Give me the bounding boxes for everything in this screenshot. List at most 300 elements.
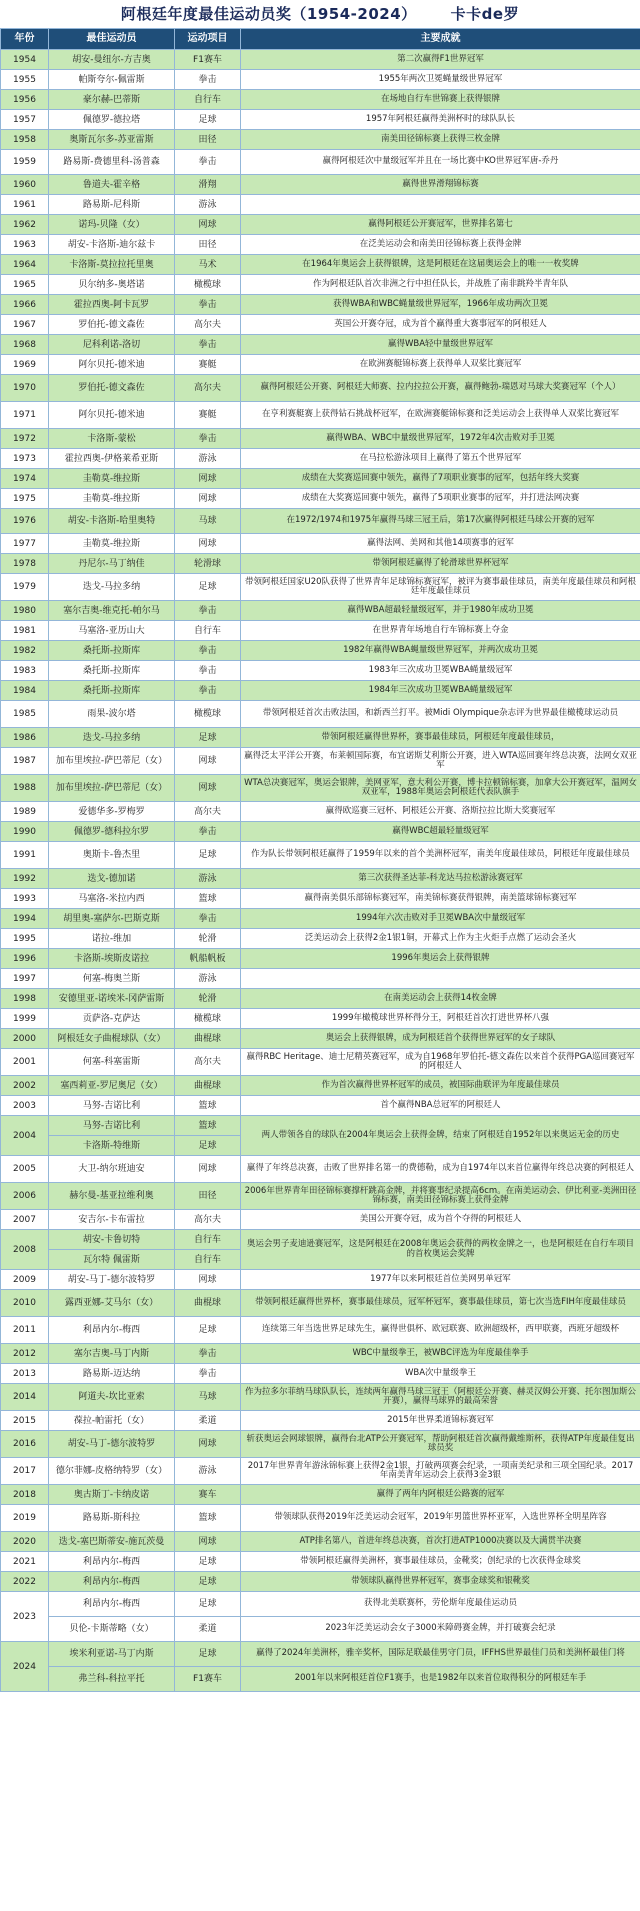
table-row [1, 775, 640, 802]
achievement-cell: 带领阿根廷国家U20队获得了世界青年足球锦标赛冠军，被评为赛事最佳球员，南美年度最佳球员和阿根廷年度最佳球员 [241, 574, 640, 601]
year-cell: 2008 [1, 1230, 49, 1270]
athlete-cell: 贝尔纳多-奥塔诺 [49, 275, 175, 295]
achievement-cell: 奥运会男子麦迪逊赛冠军，这是阿根廷在2008年奥运会获得的两枚金牌之一，也是阿根廷在自行车项目的首枚奥运会奖牌 [241, 1230, 640, 1270]
sport-cell: 自行车 [175, 621, 241, 641]
table-row [1, 889, 640, 909]
achievement-cell: 带领球队获得2019年泛美运动会冠军，2019年男篮世界杯亚军，入选世界杯全明星阵容 [241, 1505, 640, 1532]
sport-cell: 拳击 [175, 909, 241, 929]
sport-cell: 马球 [175, 509, 241, 534]
achievement-cell: 赢得WBA、WBC中量级世界冠军，1972年4次击败对手卫冕 [241, 429, 640, 449]
year-cell: 2003 [1, 1096, 49, 1116]
table-row [1, 1485, 640, 1505]
year-cell: 2022 [1, 1572, 49, 1592]
header-row [1, 29, 640, 50]
sport-cell: 足球 [175, 1572, 241, 1592]
athlete-cell: 利昂内尔-梅西 [49, 1592, 175, 1617]
achievement-cell: 获得北美联赛杯，劳伦斯年度最佳运动员 [241, 1592, 640, 1617]
athlete-cell: 卡洛斯-埃斯皮诺拉 [49, 949, 175, 969]
year-cell: 1959 [1, 150, 49, 175]
achievement-cell: 泛美运动会上获得2金1银1铜，开幕式上作为主火炬手点燃了运动会圣火 [241, 929, 640, 949]
achievement-cell: 2006年世界青年田径锦标赛撑杆跳高金牌，并将赛事纪录提高6cm。在南美运动会、伊比利亚-美洲田径锦标赛，南美田径锦标赛上获得金牌 [241, 1183, 640, 1210]
athlete-cell: 胡里奥-塞萨尔-巴斯克斯 [49, 909, 175, 929]
athlete-cell: 何塞-梅奥兰斯 [49, 969, 175, 989]
achievement-cell: 赢得WBA超最轻量级冠军，并于1980年成功卫冕 [241, 601, 640, 621]
year-cell: 2006 [1, 1183, 49, 1210]
sport-cell: 篮球 [175, 889, 241, 909]
year-cell: 2002 [1, 1076, 49, 1096]
athlete-cell: 卡洛斯-莫拉拉托里奥 [49, 255, 175, 275]
sport-cell: 网球 [175, 469, 241, 489]
achievement-cell: WBC中量级拳王，被WBC评选为年度最佳拳手 [241, 1344, 640, 1364]
table-row [1, 748, 640, 775]
athlete-cell: 奥斯卡-鲁杰里 [49, 842, 175, 869]
table-row [1, 355, 640, 375]
athlete-cell: 圭勒莫-维拉斯 [49, 534, 175, 554]
year-cell: 1972 [1, 429, 49, 449]
year-cell: 1994 [1, 909, 49, 929]
athlete-cell: 豪尔赫-巴蒂斯 [49, 90, 175, 110]
page-title [0, 0, 640, 28]
year-cell: 1971 [1, 402, 49, 429]
achievement-cell: 在世界青年场地自行车锦标赛上夺金 [241, 621, 640, 641]
sport-cell: 田径 [175, 130, 241, 150]
achievement-cell: 赢得世界滑翔锦标赛 [241, 175, 640, 195]
year-cell: 2024 [1, 1642, 49, 1692]
table-row [1, 842, 640, 869]
athlete-cell: 迭戈-德加诺 [49, 869, 175, 889]
table-row [1, 929, 640, 949]
athlete-cell: 安德里亚-诺埃米-冈萨雷斯 [49, 989, 175, 1009]
table-row [1, 402, 640, 429]
athlete-cell: 阿尔贝托-德米迪 [49, 402, 175, 429]
sport-cell: 游泳 [175, 1458, 241, 1485]
athlete-cell: 奥古斯丁-卡纳皮诺 [49, 1485, 175, 1505]
table-row [1, 1572, 640, 1592]
athlete-cell: 胡安-马丁-德尔波特罗 [49, 1270, 175, 1290]
table-row [1, 1344, 640, 1364]
table-row [1, 1270, 640, 1290]
sport-cell: 拳击 [175, 150, 241, 175]
table-row [1, 949, 640, 969]
sport-cell: 足球 [175, 1592, 241, 1617]
sport-cell: 自行车 [175, 1250, 241, 1270]
year-cell: 1964 [1, 255, 49, 275]
athlete-cell: 塞西莉亚-罗尼奥尼（女） [49, 1076, 175, 1096]
athlete-cell: 安吉尔-卡布雷拉 [49, 1210, 175, 1230]
achievement-cell [241, 969, 640, 989]
year-cell: 2005 [1, 1156, 49, 1183]
sport-cell: 马术 [175, 255, 241, 275]
achievement-cell: 赢得阿根廷公开赛、阿根廷大师赛、拉内拉拉公开赛，赢得鲍勃-瑞恩对马球大奖赛冠军（个人） [241, 375, 640, 402]
col-athlete-header: 最佳运动员 [49, 29, 175, 50]
achievement-cell: WTA总决赛冠军，奥运会银牌，美网亚军，意大利公开赛，博卡拉顿锦标赛，加拿大公开赛冠军，温网女双亚军，1988年奥运会阿根廷代表队旗手 [241, 775, 640, 802]
sport-cell: 自行车 [175, 1230, 241, 1250]
year-cell: 2017 [1, 1458, 49, 1485]
sport-cell: 网球 [175, 1532, 241, 1552]
table-row [1, 661, 640, 681]
table-row [1, 909, 640, 929]
table-row [1, 1210, 640, 1230]
athlete-cell: 加布里埃拉-萨巴蒂尼（女） [49, 748, 175, 775]
col-achievement-header: 主要成就 [241, 29, 640, 50]
year-cell: 1958 [1, 130, 49, 150]
table-row [1, 1617, 640, 1642]
year-cell: 1975 [1, 489, 49, 509]
sport-cell: 曲棍球 [175, 1076, 241, 1096]
year-cell: 1992 [1, 869, 49, 889]
year-cell: 1979 [1, 574, 49, 601]
sport-cell: 自行车 [175, 90, 241, 110]
year-cell: 1976 [1, 509, 49, 534]
year-cell: 1973 [1, 449, 49, 469]
sport-cell: 拳击 [175, 661, 241, 681]
awards-table [0, 28, 640, 1692]
table-row [1, 1116, 640, 1136]
athlete-cell: 马努-吉诺比利 [49, 1116, 175, 1136]
sport-cell: 赛艇 [175, 402, 241, 429]
year-cell: 2012 [1, 1344, 49, 1364]
table-body [1, 50, 640, 1692]
table-row [1, 1642, 640, 1667]
year-cell: 2014 [1, 1384, 49, 1411]
achievement-cell: 赢得阿根廷公开赛冠军，世界排名第七 [241, 215, 640, 235]
achievement-cell: 1957年阿根廷赢得美洲杯时的球队队长 [241, 110, 640, 130]
year-cell: 1995 [1, 929, 49, 949]
achievement-cell: 1955年两次卫冕蝇量级世界冠军 [241, 70, 640, 90]
year-cell: 1961 [1, 195, 49, 215]
athlete-cell: 桑托斯-拉斯库 [49, 681, 175, 701]
table-row [1, 255, 640, 275]
sport-cell: 田径 [175, 235, 241, 255]
athlete-cell: 加布里埃拉-萨巴蒂尼（女） [49, 775, 175, 802]
achievement-cell: 赢得泛太平洋公开赛，布莱顿国际赛，布宜诺斯艾利斯公开赛，进入WTA巡回赛年终总决赛，法网女双亚军 [241, 748, 640, 775]
athlete-cell: 路易斯-费德里科-汤普森 [49, 150, 175, 175]
sport-cell: 橄榄球 [175, 701, 241, 728]
sport-cell: 篮球 [175, 1505, 241, 1532]
achievement-cell: 成绩在大奖赛巡回赛中领先，赢得了7项职业赛事的冠军，包括年终大奖赛 [241, 469, 640, 489]
achievement-cell: 斩获奥运会网球银牌，赢得台北ATP公开赛冠军，帮助阿根廷首次赢得戴维斯杯，获得ATP年度最佳复出球员奖 [241, 1431, 640, 1458]
year-cell: 1986 [1, 728, 49, 748]
table-row [1, 275, 640, 295]
col-sport-header: 运动项目 [175, 29, 241, 50]
year-cell: 1985 [1, 701, 49, 728]
athlete-cell: 阿道夫-坎比亚索 [49, 1384, 175, 1411]
sport-cell: 马球 [175, 1384, 241, 1411]
athlete-cell: 阿尔贝托-德米迪 [49, 355, 175, 375]
sport-cell: 网球 [175, 775, 241, 802]
year-cell: 2016 [1, 1431, 49, 1458]
sport-cell: 篮球 [175, 1096, 241, 1116]
achievement-cell: 在南美运动会上获得14枚金牌 [241, 989, 640, 1009]
table-row [1, 70, 640, 90]
achievement-cell: 赢得RBC Heritage、迪士尼精英赛冠军，成为自1968年罗伯托-德文森佐以来首个获得PGA巡回赛冠军的阿根廷人 [241, 1049, 640, 1076]
sport-cell: 网球 [175, 489, 241, 509]
athlete-cell: 诺拉-维加 [49, 929, 175, 949]
year-cell: 2019 [1, 1505, 49, 1532]
athlete-cell: 胡安-卡洛斯-迪尔兹卡 [49, 235, 175, 255]
athlete-cell: 胡安-卡鲁切特 [49, 1230, 175, 1250]
athlete-cell: 爱德华多-罗梅罗 [49, 802, 175, 822]
year-cell: 1993 [1, 889, 49, 909]
year-cell: 2001 [1, 1049, 49, 1076]
achievement-cell: 2023年泛美运动会女子3000米障碍赛金牌，并打破赛会纪录 [241, 1617, 640, 1642]
table-row [1, 1290, 640, 1317]
athlete-cell: 大卫-纳尔班迪安 [49, 1156, 175, 1183]
achievement-cell: 成绩在大奖赛巡回赛中领先，赢得了5项职业赛事的冠军，并打进法网决赛 [241, 489, 640, 509]
achievement-cell: 第二次赢得F1世界冠军 [241, 50, 640, 70]
athlete-cell: 奥斯瓦尔多-苏亚雷斯 [49, 130, 175, 150]
sport-cell: 网球 [175, 1431, 241, 1458]
achievement-cell: 带领阿根廷赢得世界杯，赛事最佳球员，阿根廷年度最佳球员， [241, 728, 640, 748]
sport-cell: 网球 [175, 1270, 241, 1290]
year-cell: 1984 [1, 681, 49, 701]
athlete-cell: 雨果-波尔塔 [49, 701, 175, 728]
sport-cell: F1赛车 [175, 1667, 241, 1692]
sport-cell: 高尔夫 [175, 315, 241, 335]
sport-cell: 游泳 [175, 195, 241, 215]
year-cell: 2000 [1, 1029, 49, 1049]
achievement-cell: 在1964年奥运会上获得银牌，这是阿根廷在这届奥运会上的唯一一枚奖牌 [241, 255, 640, 275]
year-cell: 1970 [1, 375, 49, 402]
achievement-cell: 1983年三次成功卫冕WBA蝇量级冠军 [241, 661, 640, 681]
year-cell: 1983 [1, 661, 49, 681]
year-cell: 2007 [1, 1210, 49, 1230]
table-row [1, 90, 640, 110]
sport-cell: 足球 [175, 1552, 241, 1572]
athlete-cell: 迭戈-塞巴斯蒂安-施瓦茨曼 [49, 1532, 175, 1552]
sport-cell: 拳击 [175, 335, 241, 355]
sport-cell: 柔道 [175, 1617, 241, 1642]
table-row [1, 1364, 640, 1384]
table-row [1, 429, 640, 449]
table-row [1, 869, 640, 889]
sport-cell: 拳击 [175, 641, 241, 661]
sport-cell: 足球 [175, 1642, 241, 1667]
achievement-cell: 带领球队赢得世界杯冠军，赛事金球奖和银靴奖 [241, 1572, 640, 1592]
athlete-cell: 利昂内尔-梅西 [49, 1552, 175, 1572]
achievement-cell: 连续第三年当选世界足球先生，赢得世俱杯、欧冠联赛、欧洲超级杯，西甲联赛，西班牙超级杯 [241, 1317, 640, 1344]
achievement-cell: 南美田径锦标赛上获得三枚金牌 [241, 130, 640, 150]
athlete-cell: 桑托斯-拉斯库 [49, 641, 175, 661]
athlete-cell: 何塞-科塞雷斯 [49, 1049, 175, 1076]
table-row [1, 554, 640, 574]
sport-cell: 曲棍球 [175, 1029, 241, 1049]
sport-cell: 网球 [175, 534, 241, 554]
year-cell: 1997 [1, 969, 49, 989]
achievement-cell: 赢得了2024年美洲杯，雅辛奖杯，国际足联最佳男守门员，IFFHS世界最佳门员和美洲杯最佳门将 [241, 1642, 640, 1667]
table-row [1, 375, 640, 402]
athlete-cell: 罗伯托-德文森佐 [49, 375, 175, 402]
sport-cell: 网球 [175, 215, 241, 235]
sport-cell: 橄榄球 [175, 1009, 241, 1029]
table-row [1, 1532, 640, 1552]
sport-cell: 高尔夫 [175, 1049, 241, 1076]
table-row [1, 335, 640, 355]
year-cell: 1978 [1, 554, 49, 574]
table-row [1, 315, 640, 335]
athlete-cell: 卡洛斯-特维斯 [49, 1136, 175, 1156]
year-cell: 2011 [1, 1317, 49, 1344]
year-cell: 1988 [1, 775, 49, 802]
table-row [1, 150, 640, 175]
sport-cell: 拳击 [175, 681, 241, 701]
sport-cell: 拳击 [175, 601, 241, 621]
athlete-cell: 贡萨洛-克萨达 [49, 1009, 175, 1029]
table-row [1, 1049, 640, 1076]
achievement-cell: 获得WBA和WBC蝇量级世界冠军，1966年成功两次卫冕 [241, 295, 640, 315]
sport-cell: 足球 [175, 728, 241, 748]
sport-cell: 游泳 [175, 869, 241, 889]
table-row [1, 175, 640, 195]
year-cell: 2021 [1, 1552, 49, 1572]
achievement-cell: 赢得了两年内阿根廷公路赛的冠军 [241, 1485, 640, 1505]
sport-cell: 拳击 [175, 295, 241, 315]
table-row [1, 1552, 640, 1572]
table-row [1, 601, 640, 621]
sport-cell: 游泳 [175, 969, 241, 989]
sport-cell: 赛车 [175, 1485, 241, 1505]
achievement-cell: 赢得法网、美网和其他14项赛事的冠军 [241, 534, 640, 554]
achievement-cell: 赢得WBC超最轻量级冠军 [241, 822, 640, 842]
table-row [1, 969, 640, 989]
achievement-cell: 赢得了年终总决赛，击败了世界排名第一的费德勒，成为自1974年以来首位赢得年终总决赛的阿根廷人 [241, 1156, 640, 1183]
athlete-cell: 胡安-曼纽尔-方吉奥 [49, 50, 175, 70]
achievement-cell: 赢得阿根廷次中量级冠军并且在一场比赛中KO世界冠军唐-乔丹 [241, 150, 640, 175]
col-year-header: 年份 [1, 29, 49, 50]
achievement-cell: 在泛美运动会和南美田径锦标赛上获得金牌 [241, 235, 640, 255]
sport-cell: 网球 [175, 1156, 241, 1183]
achievement-cell: 奥运会上获得银牌，成为阿根廷首个获得世界冠军的女子球队 [241, 1029, 640, 1049]
athlete-cell: 德尔菲娜-皮格纳特罗（女） [49, 1458, 175, 1485]
year-cell: 1990 [1, 822, 49, 842]
athlete-cell: 阿根廷女子曲棍球队（女） [49, 1029, 175, 1049]
sport-cell: 拳击 [175, 429, 241, 449]
athlete-cell: 胡安-卡洛斯-哈里奥特 [49, 509, 175, 534]
table-row [1, 295, 640, 315]
achievement-cell: 作为拉多尔菲纳马球队队长，连续两年赢得马球三冠王（阿根廷公开赛、赫灵汉姆公开赛、托尔图加斯公开赛），赢得马球界的最高荣誉 [241, 1384, 640, 1411]
table-row [1, 728, 640, 748]
athlete-cell: 霍拉西奥-阿卡瓦罗 [49, 295, 175, 315]
athlete-cell: 迭戈-马拉多纳 [49, 574, 175, 601]
athlete-cell: 霍拉西奥-伊格莱希亚斯 [49, 449, 175, 469]
athlete-cell: 卡洛斯-蒙松 [49, 429, 175, 449]
year-cell: 1987 [1, 748, 49, 775]
athlete-cell: 路易斯-斯科拉 [49, 1505, 175, 1532]
athlete-cell: 利昂内尔-梅西 [49, 1572, 175, 1592]
year-cell: 2020 [1, 1532, 49, 1552]
sport-cell: 高尔夫 [175, 375, 241, 402]
achievement-cell: 作为阿根廷队首次非洲之行中担任队长，并战胜了南非跳羚半青年队 [241, 275, 640, 295]
achievement-cell: 1977年以来阿根廷首位美网男单冠军 [241, 1270, 640, 1290]
sport-cell: 轮滑 [175, 989, 241, 1009]
sport-cell: 拳击 [175, 822, 241, 842]
achievement-cell: 在欧洲赛艇锦标赛上获得单人双桨比赛冠军 [241, 355, 640, 375]
achievement-cell: 2001年以来阿根廷首位F1赛手，也是1982年以来首位取得积分的阿根廷车手 [241, 1667, 640, 1692]
table-row [1, 1317, 640, 1344]
sport-cell: 滑翔 [175, 175, 241, 195]
table-row [1, 1384, 640, 1411]
year-cell: 1977 [1, 534, 49, 554]
sport-cell: 田径 [175, 1183, 241, 1210]
athlete-cell: 赫尔曼-基亚拉维利奥 [49, 1183, 175, 1210]
table-row [1, 195, 640, 215]
table-row [1, 701, 640, 728]
table-row [1, 215, 640, 235]
table-row [1, 1076, 640, 1096]
table-row [1, 1431, 640, 1458]
sport-cell: 拳击 [175, 1344, 241, 1364]
achievement-cell: 带领阿根廷赢得世界杯，赛事最佳球员，冠军杯冠军，赛事最佳球员，第七次当选FIH年度最佳球员 [241, 1290, 640, 1317]
table-row [1, 1183, 640, 1210]
year-cell: 1956 [1, 90, 49, 110]
year-cell: 1955 [1, 70, 49, 90]
achievement-cell: 2015年世界柔道锦标赛冠军 [241, 1411, 640, 1431]
year-cell: 1966 [1, 295, 49, 315]
athlete-cell: 桑托斯-拉斯库 [49, 661, 175, 681]
athlete-cell: 利昂内尔-梅西 [49, 1317, 175, 1344]
sport-cell: 足球 [175, 842, 241, 869]
athlete-cell: 塞尔吉奥-马丁内斯 [49, 1344, 175, 1364]
athlete-cell: 弗兰科-科拉平托 [49, 1667, 175, 1692]
year-cell: 1981 [1, 621, 49, 641]
table-row [1, 1411, 640, 1431]
table-row [1, 1009, 640, 1029]
table-row [1, 574, 640, 601]
year-cell: 1998 [1, 989, 49, 1009]
table-row [1, 621, 640, 641]
athlete-cell: 罗伯托-德文森佐 [49, 315, 175, 335]
sport-cell: 轮滑 [175, 929, 241, 949]
sport-cell: 赛艇 [175, 355, 241, 375]
achievement-cell: WBA次中量级拳王 [241, 1364, 640, 1384]
athlete-cell: 圭勒莫-维拉斯 [49, 489, 175, 509]
table-row [1, 989, 640, 1009]
year-cell: 2013 [1, 1364, 49, 1384]
sport-cell: 高尔夫 [175, 802, 241, 822]
achievement-cell: 在马拉松游泳项目上赢得了第五个世界冠军 [241, 449, 640, 469]
athlete-cell: 丹尼尔-马丁纳佳 [49, 554, 175, 574]
year-cell: 1991 [1, 842, 49, 869]
sport-cell: F1赛车 [175, 50, 241, 70]
sport-cell: 足球 [175, 1136, 241, 1156]
achievement-cell: 赢得欧巡赛三冠杯、阿根廷公开赛、洛斯拉拉比斯大奖赛冠军 [241, 802, 640, 822]
year-cell: 2010 [1, 1290, 49, 1317]
sport-cell: 网球 [175, 748, 241, 775]
year-cell: 1957 [1, 110, 49, 130]
achievement-cell: 1982年赢得WBA蝇量级世界冠军，并两次成功卫冕 [241, 641, 640, 661]
achievement-cell: 1999年橄榄球世界杯得分王，阿根廷首次打进世界杯八强 [241, 1009, 640, 1029]
year-cell: 1996 [1, 949, 49, 969]
athlete-cell: 胡安-马丁-德尔波特罗 [49, 1431, 175, 1458]
table-row [1, 509, 640, 534]
year-cell: 2015 [1, 1411, 49, 1431]
table-row [1, 110, 640, 130]
achievement-cell: 带领阿根廷赢得了轮滑球世界杯冠军 [241, 554, 640, 574]
year-cell: 1974 [1, 469, 49, 489]
athlete-cell: 塞尔吉奥-维克托-帕尔马 [49, 601, 175, 621]
achievement-cell: 英国公开赛夺冠，成为首个赢得重大赛事冠军的阿根廷人 [241, 315, 640, 335]
achievement-cell: 作为首次赢得世界杯冠军的成员，被国际曲联评为年度最佳球员 [241, 1076, 640, 1096]
athlete-cell: 贝伦-卡斯蒂略（女） [49, 1617, 175, 1642]
table-row [1, 469, 640, 489]
table-row [1, 130, 640, 150]
year-cell: 1960 [1, 175, 49, 195]
sport-cell: 足球 [175, 574, 241, 601]
table-row [1, 235, 640, 255]
achievement-cell: 首个赢得NBA总冠军的阿根廷人 [241, 1096, 640, 1116]
author-text: 卡卡de罗 [450, 5, 520, 23]
athlete-cell: 帕斯夸尔-佩雷斯 [49, 70, 175, 90]
